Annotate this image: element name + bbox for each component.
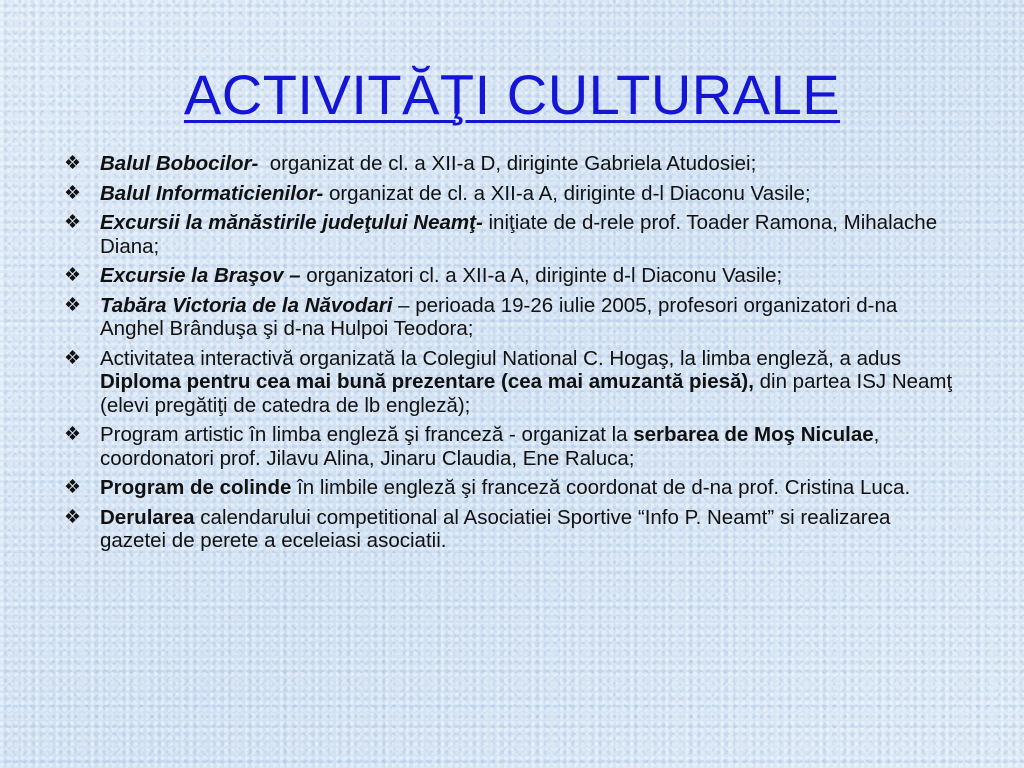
list-item bbox=[62, 347, 962, 418]
item-lead: Excursie la Braşov – bbox=[100, 264, 301, 287]
list-item bbox=[62, 476, 962, 500]
list-item bbox=[62, 211, 962, 258]
item-text-post: din partea ISJ Neamţ (elevi pregătiţi de catedra de lb engleză); bbox=[100, 370, 953, 417]
diamond-bullet-icon: ❖ bbox=[64, 347, 82, 369]
item-text-post: , coordonatori prof. Jilavu Alina, Jinaru Claudia, Ene Raluca; bbox=[100, 423, 880, 470]
list-item bbox=[62, 264, 962, 288]
diamond-bullet-icon: ❖ bbox=[64, 153, 82, 174]
item-text: organizat de cl. a XII-a D, diriginte Gabriela Atudosiei; bbox=[258, 152, 757, 175]
item-bold: serbarea de Moş Niculae bbox=[633, 423, 874, 446]
item-bold: Derularea bbox=[100, 505, 195, 529]
diamond-bullet-icon: ❖ bbox=[64, 212, 82, 233]
item-lead: Balul Bobocilor- bbox=[100, 152, 259, 175]
list-item bbox=[62, 182, 962, 206]
item-lead: Tabăra Victoria de la Năvodari bbox=[100, 293, 393, 317]
diamond-bullet-icon: ❖ bbox=[64, 477, 82, 498]
list-item bbox=[62, 152, 962, 176]
item-text-post: în limbile engleză şi franceză coordonat de d-na prof. Cristina Luca. bbox=[291, 476, 911, 499]
item-bold: Program de colinde bbox=[100, 476, 292, 499]
item-bold: Diploma pentru cea mai bună prezentare (cea mai amuzantă piesă), bbox=[100, 370, 754, 393]
item-lead: Excursii la mănăstirile judeţului Neamţ- bbox=[100, 211, 483, 234]
diamond-bullet-icon: ❖ bbox=[64, 294, 82, 316]
slide-title: ACTIVITĂŢI CULTURALE bbox=[183, 63, 841, 126]
list-item bbox=[62, 294, 962, 341]
item-text-pre: Program artistic în limba engleză şi franceză - organizat la bbox=[100, 423, 634, 446]
item-text-post: calendarului competitional al Asociatiei Sportive “Info P. Neamt” si realizarea gazetei de perete a eceleiasi asociatii. bbox=[100, 505, 891, 552]
list-item bbox=[62, 506, 962, 553]
item-text: – perioada 19-26 iulie 2005, profesori organizatori d-na Anghel Brânduşa şi d-na Hulpoi Teodora; bbox=[100, 293, 898, 340]
item-lead: Balul Informaticienilor- bbox=[100, 181, 324, 205]
activities-list bbox=[62, 152, 962, 559]
item-text: iniţiate de d-rele prof. Toader Ramona, Mihalache Diana; bbox=[100, 211, 938, 258]
diamond-bullet-icon: ❖ bbox=[64, 182, 82, 204]
item-text: organizatori cl. a XII-a A, diriginte d-l Diaconu Vasile; bbox=[300, 264, 783, 287]
item-text: organizat de cl. a XII-a A, diriginte d-l Diaconu Vasile; bbox=[323, 181, 811, 205]
diamond-bullet-icon: ❖ bbox=[64, 506, 82, 528]
list-item bbox=[62, 423, 962, 470]
diamond-bullet-icon: ❖ bbox=[64, 265, 82, 286]
diamond-bullet-icon: ❖ bbox=[64, 424, 82, 445]
item-text-pre: Activitatea interactivă organizată la Colegiul National C. Hogaş, la limba engleză, a adus bbox=[100, 346, 902, 370]
